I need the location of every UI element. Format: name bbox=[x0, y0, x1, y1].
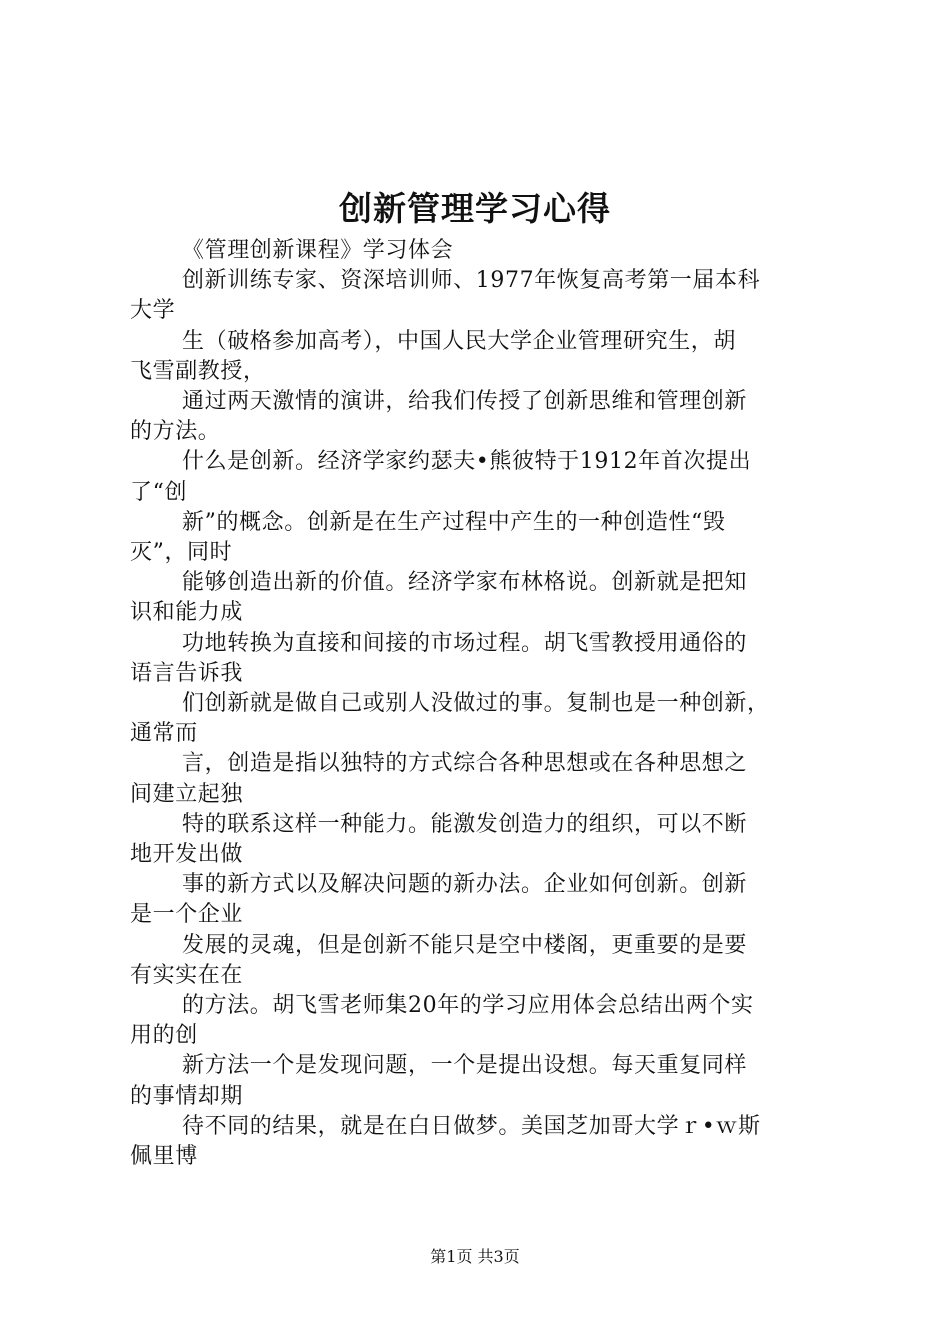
body-line: 大学 bbox=[130, 298, 176, 324]
body-line: 创新训练专家、资深培训师、1977年恢复高考第一届本科 bbox=[182, 268, 761, 294]
body-line: 功地转换为直接和间接的市场过程。胡飞雪教授用通俗的 bbox=[182, 630, 748, 656]
body-line: 佩里博 bbox=[130, 1144, 198, 1170]
page-number-footer: 第1页 共3页 bbox=[430, 1247, 520, 1266]
body-line: 通常而 bbox=[130, 721, 198, 747]
body-line: 是一个企业 bbox=[130, 902, 244, 928]
body-line: 飞雪副教授， bbox=[130, 358, 266, 384]
body-line: 通过两天激情的演讲，给我们传授了创新思维和管理创新 bbox=[182, 389, 748, 415]
body-line: 新方法一个是发现问题，一个是提出设想。每天重复同样 bbox=[182, 1053, 748, 1079]
body-line: 能够创造出新的价值。经济学家布林格说。创新就是把知 bbox=[182, 570, 748, 596]
body-line: 了“创 bbox=[130, 479, 188, 505]
document-subtitle: 《管理创新课程》学习体会 bbox=[182, 238, 454, 263]
body-line: 间建立起独 bbox=[130, 781, 244, 807]
body-line: 的方法。胡飞雪老师集20年的学习应用体会总结出两个实 bbox=[182, 993, 754, 1019]
body-line: 语言告诉我 bbox=[130, 660, 244, 686]
body-line: 新”的概念。创新是在生产过程中产生的一种创造性“毁 bbox=[182, 509, 726, 535]
body-line: 识和能力成 bbox=[130, 600, 244, 626]
body-line: 灭”，同时 bbox=[130, 540, 233, 566]
body-line: 事的新方式以及解决问题的新办法。企业如何创新。创新 bbox=[182, 872, 748, 898]
body-line: 言，创造是指以独特的方式综合各种思想或在各种思想之 bbox=[182, 751, 748, 777]
body-line: 有实实在在 bbox=[130, 962, 244, 988]
body-line: 的事情却期 bbox=[130, 1083, 244, 1109]
body-line: 什么是创新。经济学家约瑟夫•熊彼特于1912年首次提出 bbox=[182, 449, 752, 475]
body-line: 用的创 bbox=[130, 1023, 198, 1049]
document-body bbox=[130, 236, 830, 1172]
body-line: 发展的灵魂，但是创新不能只是空中楼阁，更重要的是要 bbox=[182, 932, 748, 958]
body-line: 们创新就是做自己或别人没做过的事。复制也是一种创新， bbox=[182, 691, 770, 717]
body-line: 的方法。 bbox=[130, 419, 221, 445]
body-line: 特的联系这样一种能力。能激发创造力的组织，可以不断 bbox=[182, 811, 748, 837]
body-lines bbox=[130, 266, 830, 1172]
body-line: 地开发出做 bbox=[130, 842, 244, 868]
body-line: 生（破格参加高考），中国人民大学企业管理研究生，胡 bbox=[182, 328, 737, 354]
document-title: 创新管理学习心得 bbox=[339, 189, 611, 228]
body-line: 待不同的结果，就是在白日做梦。美国芝加哥大学ｒ•ｗ斯 bbox=[182, 1113, 761, 1139]
